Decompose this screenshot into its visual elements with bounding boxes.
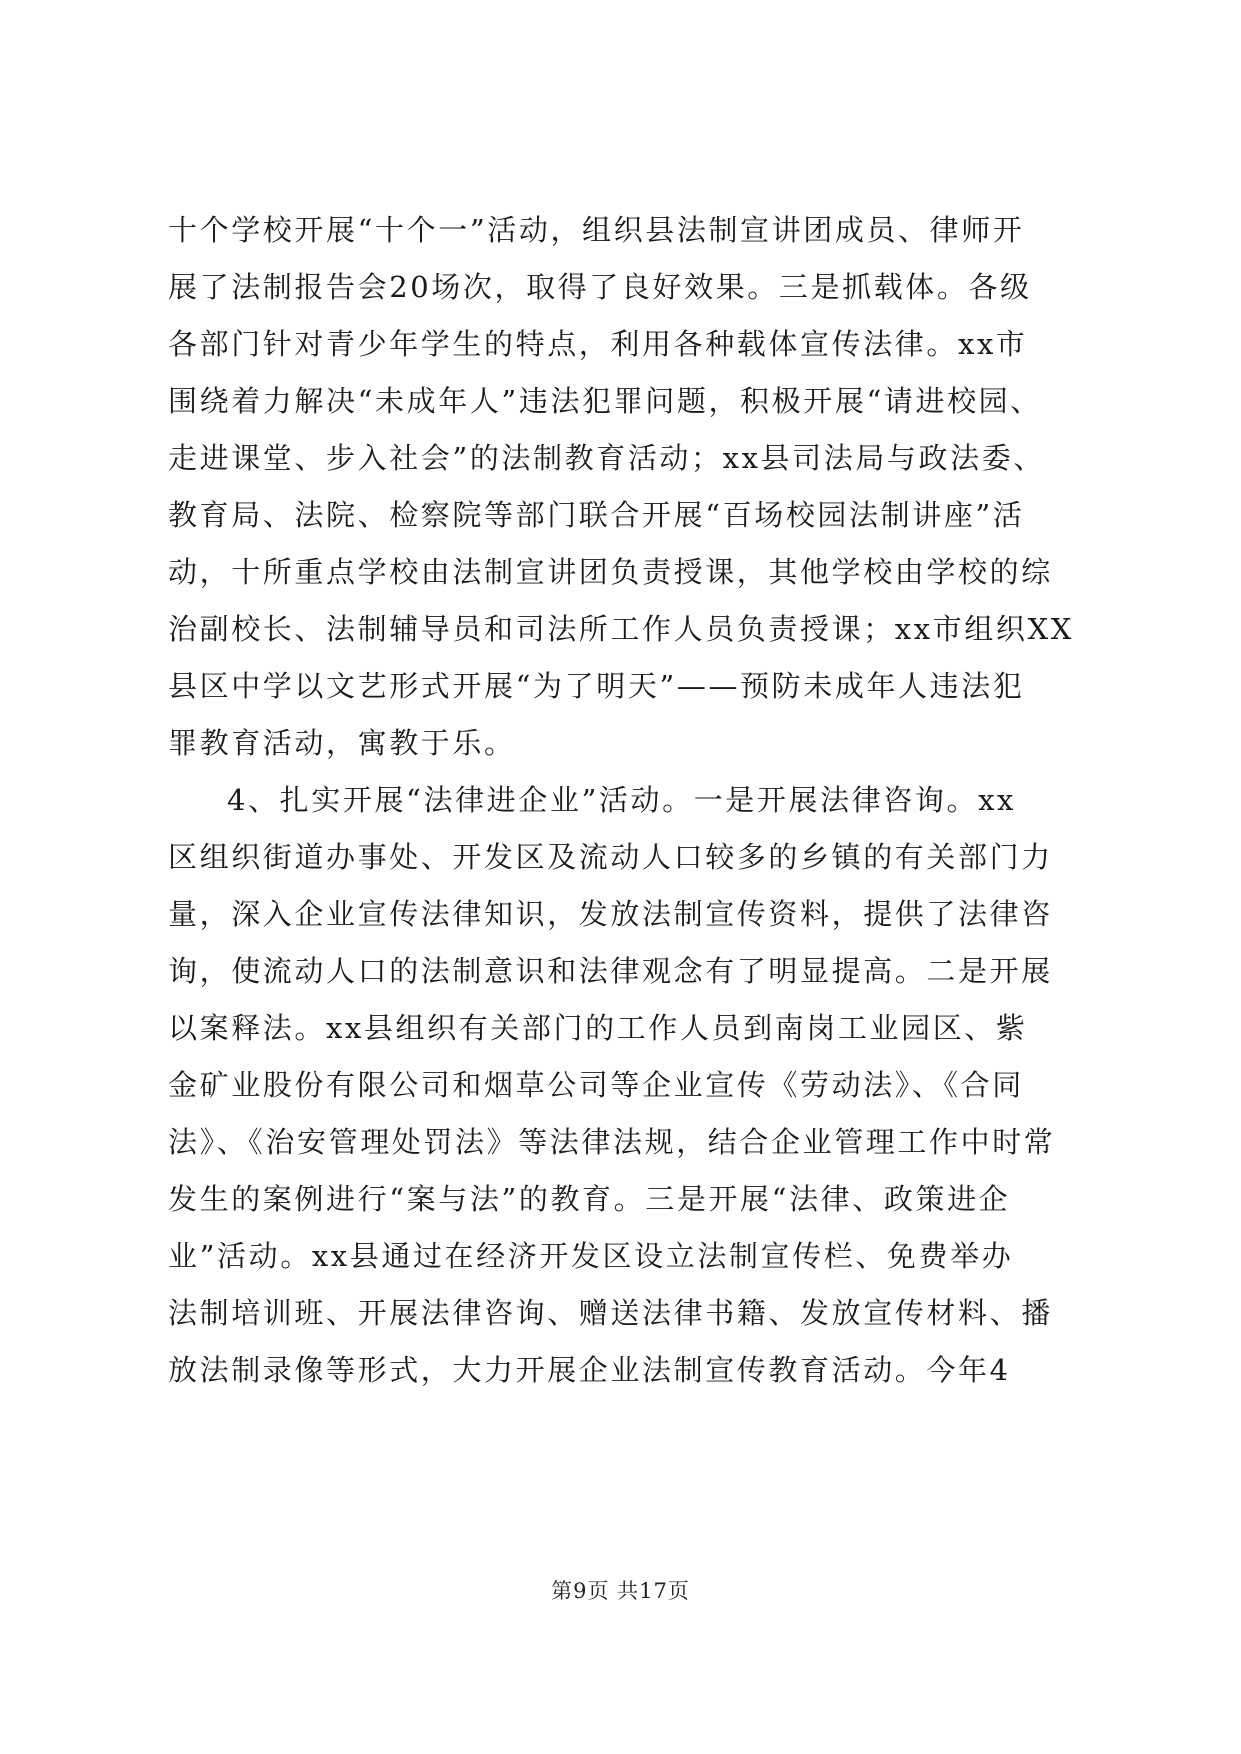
body-text-line: 询，使流动人口的法制意识和法律观念有了明显提高。二是开展	[168, 954, 1053, 988]
body-text-line: 动，十所重点学校由法制宣讲团负责授课，其他学校由学校的综	[168, 555, 1053, 589]
body-text-line: 县区中学以文艺形式开展“为了明天”——预防未成年人违法犯	[168, 669, 1025, 703]
page-number-footer: 第9页 共17页	[551, 1579, 690, 1603]
body-text-line: 发生的案例进行“案与法”的教育。三是开展“法律、政策进企	[168, 1182, 1011, 1216]
body-text-line: 围绕着力解决“未成年人”违法犯罪问题，积极开展“请进校园、	[168, 384, 1042, 418]
body-text-line: 法》、《治安管理处罚法》等法律法规，结合企业管理工作中时常	[168, 1125, 1056, 1159]
paragraph-start-line: 4、扎实开展“法律进企业”活动。一是开展法律咨询。xx	[227, 783, 1017, 817]
body-text-line: 金矿业股份有限公司和烟草公司等企业宣传《劳动法》、《合同	[168, 1068, 1024, 1102]
body-text-line: 以案释法。xx县组织有关部门的工作人员到南岗工业园区、紫	[168, 1011, 1028, 1045]
body-text-line: 各部门针对青少年学生的特点，利用各种载体宣传法律。xx市	[168, 327, 1028, 361]
body-text-line: 放法制录像等形式，大力开展企业法制宣传教育活动。今年4	[168, 1353, 1011, 1387]
body-text-line: 法制培训班、开展法律咨询、赠送法律书籍、发放宣传材料、播	[168, 1296, 1053, 1330]
body-text-line: 走进课堂、步入社会”的法制教育活动；xx县司法局与政法委、	[168, 441, 1045, 475]
body-text-line: 十个学校开展“十个一”活动，组织县法制宣讲团成员、律师开	[168, 213, 1025, 247]
body-text-line: 罪教育活动，寓教于乐。	[168, 726, 516, 760]
body-text-line: 业”活动。xx县通过在经济开发区设立法制宣传栏、免费举办	[168, 1239, 1014, 1273]
body-text-line: 展了法制报告会20场次，取得了良好效果。三是抓载体。各级	[168, 270, 1032, 304]
body-text-line: 量，深入企业宣传法律知识，发放法制宣传资料，提供了法律咨	[168, 897, 1053, 931]
body-text-line: 教育局、法院、检察院等部门联合开展“百场校园法制讲座”活	[168, 498, 1025, 532]
body-text-line: 治副校长、法制辅导员和司法所工作人员负责授课；xx市组织XX	[168, 612, 1075, 646]
body-text-line: 区组织街道办事处、开发区及流动人口较多的乡镇的有关部门力	[168, 840, 1053, 874]
